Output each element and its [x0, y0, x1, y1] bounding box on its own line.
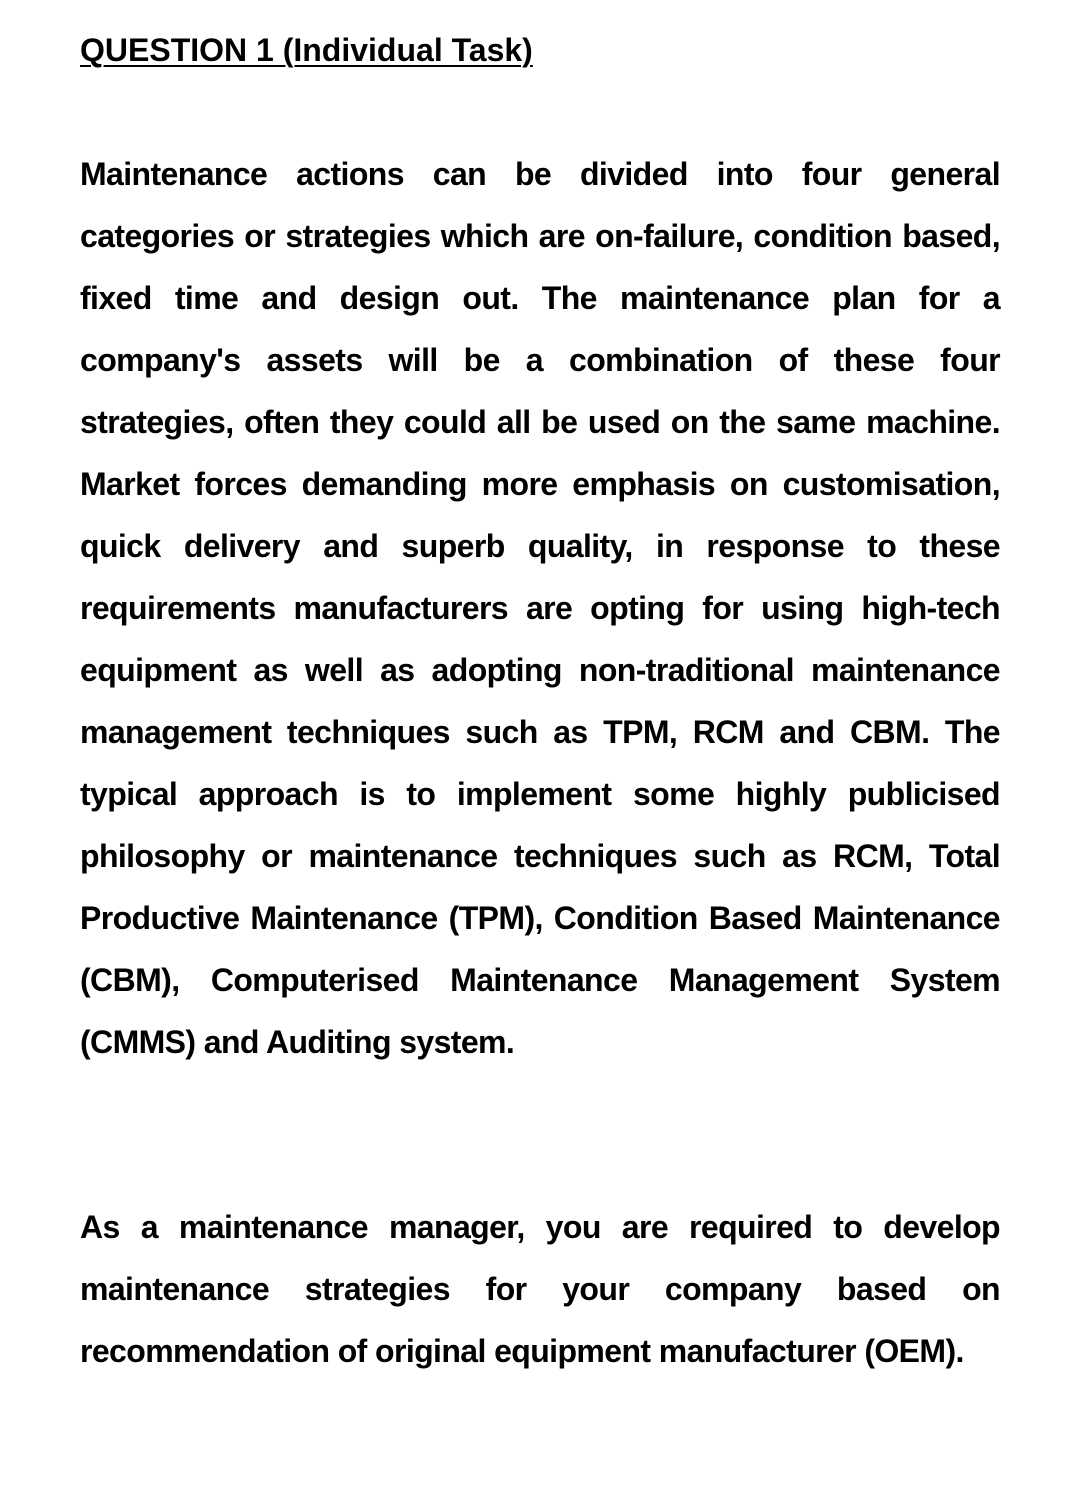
paragraph-task-instructions: As a maintenance manager, you are required to develop maintenance strategies for your company based on recommendation of original equipment manufacturer (OEM).	[80, 1209, 1000, 1369]
paragraph-maintenance-strategies: Maintenance actions can be divided into four general categories or strategies which are on-failure, condition based, fixed time and design out. The maintenance plan for a company's assets will be a combination of these four strategies, often they could all be used on the same machine. Market forces demanding more emphasis on customisation, quick delivery and superb quality, in response to these requirements manufacturers are opting for using high-tech equipment as well as adopting non-traditional maintenance management techniques such as TPM, RCM and CBM. The typical approach is to implement some highly publicised philosophy or maintenance techniques such as RCM, Total Productive Maintenance (TPM), Condition Based Maintenance (CBM), Computerised Maintenance Management System (CMMS) and Auditing system.	[80, 156, 1000, 1060]
question-heading: QUESTION 1 (Individual Task)	[80, 32, 533, 68]
